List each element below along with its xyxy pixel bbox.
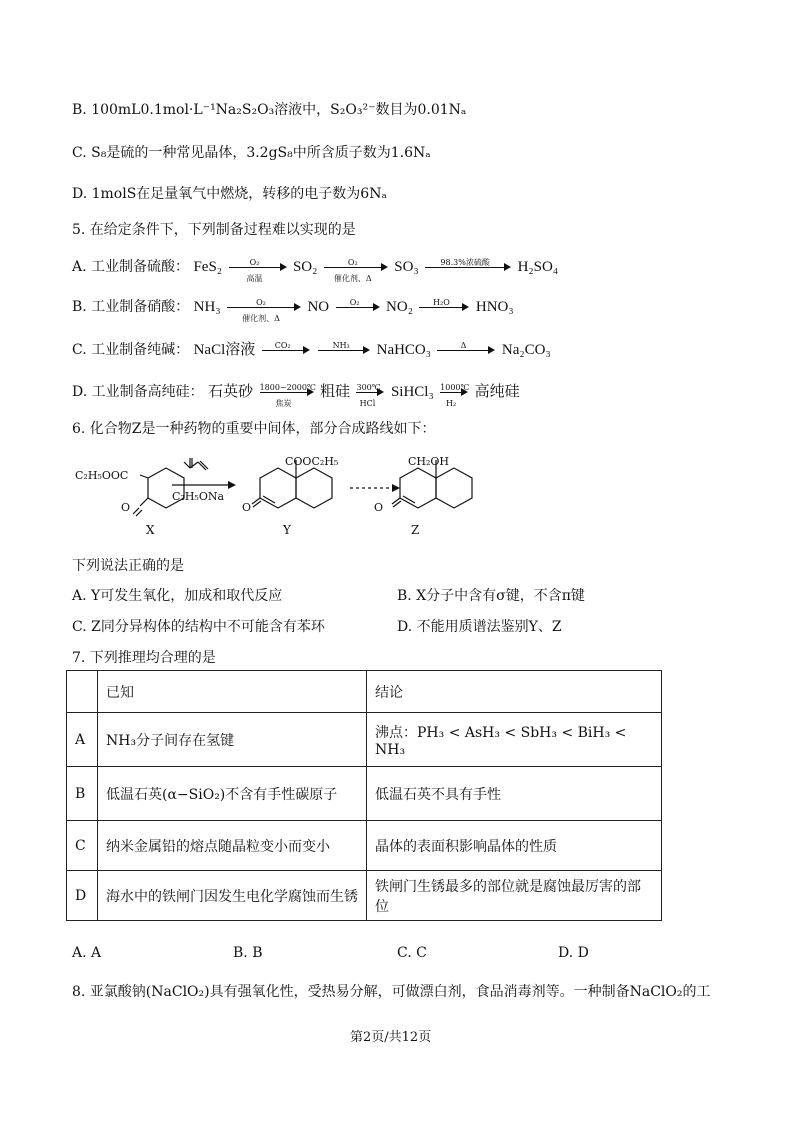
species: NaHCO₃ <box>376 342 431 358</box>
q5-stem: 5. 在给定条件下，下列制备过程难以实现的是 <box>72 222 356 238</box>
table-cell: 海水中的铁闸门因发生电化学腐蚀而生锈 <box>98 871 367 921</box>
table-row <box>67 767 662 821</box>
table-row <box>67 821 662 871</box>
reaction-arrow: O₂ 高温 <box>229 259 287 275</box>
reaction-arrow: 300℃ HCl <box>356 384 384 400</box>
option-prefix: C. 工业制备纯碱： <box>72 342 190 358</box>
q4-option-b: B. 100mL0.1mol·L⁻¹Na₂S₂O₃溶液中，S₂O₃²⁻数目为0.01Nₐ <box>72 102 467 118</box>
reaction-arrow: NH₃ <box>318 342 370 358</box>
species: NaCl溶液 <box>193 342 256 358</box>
table-header-cell: 结论 <box>367 671 662 713</box>
option-prefix: A. 工业制备硫酸： <box>72 259 190 275</box>
reaction-arrow: $\frac{1000℃}{\text{H₂}}$ <box>440 383 470 408</box>
reaction-arrow: CO₂ <box>262 342 310 358</box>
reagent-label: C₂H₅ONa <box>172 490 225 503</box>
q6-option-d: D. 不能用质谱法鉴别Y、Z <box>397 619 562 635</box>
reaction-arrow: 1800~2000℃ 焦炭 <box>259 383 316 408</box>
reasoning-table <box>66 670 662 921</box>
q5-option-a <box>72 257 559 283</box>
reaction-arrow: H₂O <box>419 299 469 315</box>
q6-question: 下列说法正确的是 <box>72 558 184 574</box>
species: 粗硅 <box>320 382 351 400</box>
q7-choice-c: C. C <box>397 945 427 961</box>
reaction-arrow: Δ <box>437 342 495 358</box>
table-row <box>67 713 662 767</box>
compound-x-carbonyl-label: O <box>121 501 131 514</box>
compound-z-substituent: CH₂OH <box>408 455 450 468</box>
q4-option-d: D. 1molS在足量氧气中燃烧，转移的电子数为6Nₐ <box>72 186 387 202</box>
compound-y-substituent: COOC₂H₅ <box>285 455 339 468</box>
table-cell: 铁闸门生锈最多的部位就是腐蚀最厉害的部位 <box>367 871 662 921</box>
q5-option-d <box>72 381 520 408</box>
reaction-arrow: 98.3%浓硫酸 <box>425 259 511 275</box>
table-cell: NH₃分子间存在氢键 <box>98 713 367 767</box>
species: FeS₂ <box>193 259 223 275</box>
species: H₂SO₄ <box>517 259 559 275</box>
q6-stem: 6. 化合物Z是一种药物的重要中间体，部分合成路线如下： <box>72 421 436 437</box>
species: NH₃ <box>193 299 221 315</box>
table-row <box>67 871 662 921</box>
q7-choice-d: D. D <box>558 945 589 961</box>
reaction-arrow: O₂ 催化剂、Δ <box>227 299 301 315</box>
species: 高纯硅 <box>474 382 520 400</box>
q6-option-b: B. X分子中含有σ键，不含π键 <box>397 588 585 604</box>
compound-x-substituent: C₂H₅OOC <box>75 469 129 482</box>
table-header-cell: 已知 <box>98 671 367 713</box>
table-cell: 低温石英(α−SiO₂)不含有手性碳原子 <box>98 767 367 821</box>
q7-stem: 7. 下列推理均合理的是 <box>72 650 216 666</box>
q4-option-c: C. S₈是硫的一种常见晶体，3.2gS₈中所含质子数为1.6Nₐ <box>72 145 431 161</box>
reaction-arrow: O₂ 催化剂、Δ <box>324 259 388 275</box>
table-header-row <box>67 671 662 713</box>
label-y: Y <box>283 523 291 537</box>
species: NO <box>307 299 330 315</box>
table-cell: B <box>67 767 98 821</box>
table-header-cell <box>67 671 98 713</box>
page-footer: 第2页/共12页 <box>350 1030 432 1045</box>
compound-y-carbonyl-label: O <box>242 501 252 514</box>
table-cell: 纳米金属铅的熔点随晶粒变小而变小 <box>98 821 367 871</box>
species: SO₃ <box>394 259 419 275</box>
q5-option-c <box>72 340 551 360</box>
label-x: X <box>146 523 155 537</box>
q6-option-a: A. Y可发生氧化，加成和取代反应 <box>72 588 283 604</box>
q7-choice-a: A. A <box>72 945 102 961</box>
table-cell: 低温石英不具有手性 <box>367 767 662 821</box>
species: NO₂ <box>386 299 413 315</box>
option-prefix: B. 工业制备硝酸： <box>72 299 190 315</box>
q5-option-b <box>72 297 514 323</box>
label-z: Z <box>411 523 420 537</box>
table-cell: A <box>67 713 98 767</box>
species: Na₂CO₃ <box>501 342 551 358</box>
reaction-arrow: O₂ <box>336 299 380 315</box>
species: SO₂ <box>292 259 318 275</box>
species: HNO₃ <box>475 299 514 315</box>
q8-stem: 8. 亚氯酸钠(NaClO₂)具有强氧化性，受热易分解，可做漂白剂，食品消毒剂等。一种制备NaClO₂的工 <box>72 984 711 1000</box>
table-cell: 晶体的表面积影响晶体的性质 <box>367 821 662 871</box>
q6-option-c: C. Z同分异构体的结构中不可能含有苯环 <box>72 619 325 635</box>
option-prefix: D. 工业制备高纯硅： <box>72 384 204 400</box>
compound-z-carbonyl-label: O <box>374 501 384 514</box>
species: SiHCl₃ <box>390 384 434 400</box>
q7-choice-b: B. B <box>233 945 263 961</box>
table-cell: C <box>67 821 98 871</box>
table-cell: D <box>67 871 98 921</box>
species: 石英砂 <box>208 382 254 400</box>
table-cell: 沸点：PH₃ < AsH₃ < SbH₃ < BiH₃ < NH₃ <box>367 713 662 767</box>
